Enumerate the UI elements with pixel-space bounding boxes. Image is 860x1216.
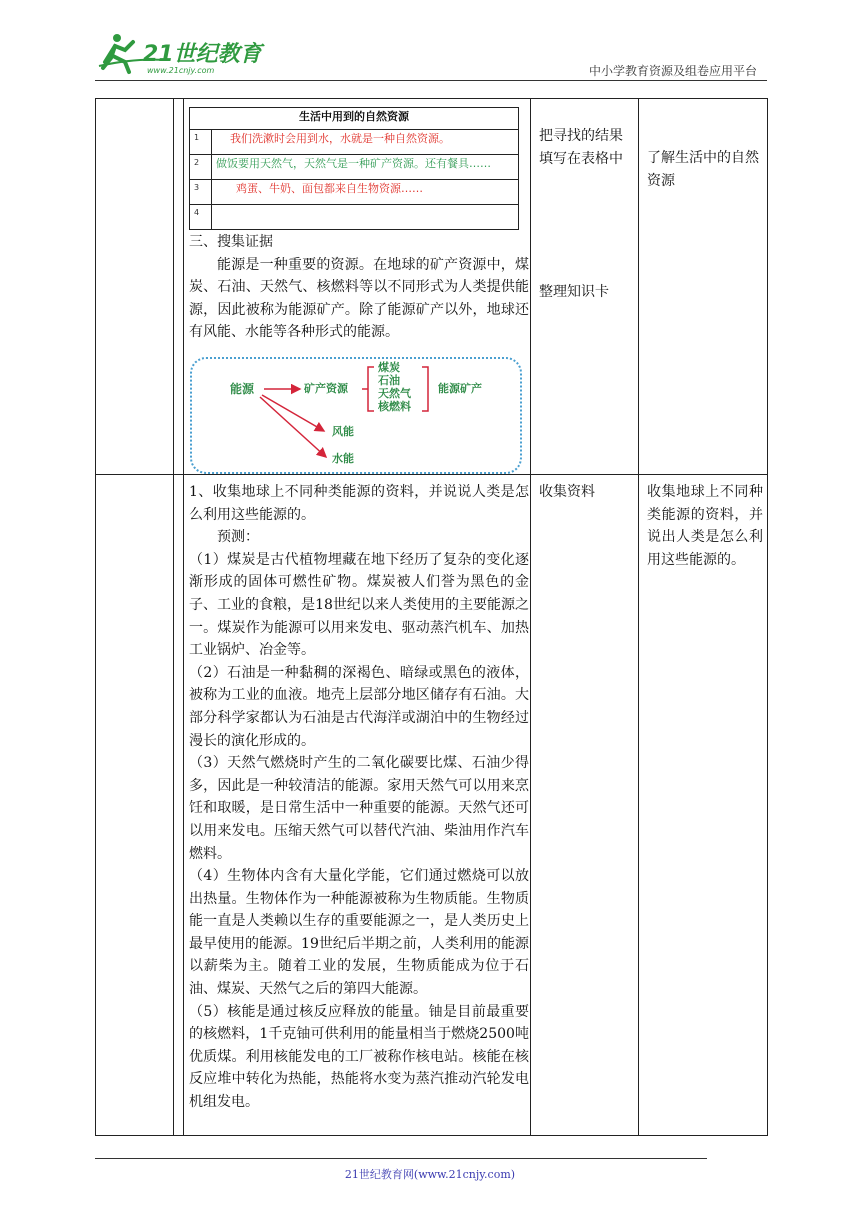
cell-design-intent <box>639 475 768 1136</box>
footer-text: 21世纪教育网(www.21cnjy.com) <box>344 1168 516 1181</box>
diagram-group-label: 能源矿产 <box>438 382 482 395</box>
resource-text: 鸡蛋、牛奶、面包都来自生物资源…… <box>212 180 519 205</box>
design-intent-text: 收集地球上不同种类能源的资料，并说出人类是怎么利用这些能源的。 <box>647 484 763 568</box>
logo-url: www.21cnjy.com <box>147 66 215 75</box>
student-activity-text: 整理知识卡 <box>539 284 609 300</box>
energy-paragraph: （2）石油是一种黏稠的深褐色、暗绿或黑色的液体，被称为工业的血液。地壳上层部分地区储存有石油。大部分科学家都认为石油是古代海洋或湖泊中的生物经过漫长的演化形成的。 <box>189 664 529 749</box>
diagram-root: 能源 <box>230 382 255 396</box>
task-text: 1、收集地球上不同种类能源的资料，并说说人类是怎么利用这些能源的。 <box>189 484 529 523</box>
student-activity-text: 收集资料 <box>539 484 595 500</box>
row-number: 3 <box>190 180 212 205</box>
table-row <box>96 475 768 1136</box>
diagram-item: 煤炭 <box>378 361 400 374</box>
resource-text: 做饭要用天然气，天然气是一种矿产资源。还有餐具…… <box>212 155 519 180</box>
diagram-mineral: 矿产资源 <box>304 382 348 395</box>
energy-paragraph: （4）生物体内含有大量化学能，它们通过燃烧可以放出热量。生物体作为一种能源被称为生物质能。生物质能一直是人类赖以生存的重要能源之一，是人类历史上最早使用的能源。19世纪后半期之前，人类利用的能源以薪柴为主。随着工业的发展，生物质能成为位于石油、煤炭、天然气之后的第四大能源。 <box>189 868 529 998</box>
cell-spacer <box>174 475 184 1136</box>
resource-text: 我们洗漱时会用到水，水就是一种自然资源。 <box>212 130 519 155</box>
table-row <box>190 130 519 155</box>
lesson-table <box>95 98 768 1136</box>
cell-spacer <box>174 99 184 475</box>
predict-label: 预测： <box>217 529 259 546</box>
student-activity-text: 把寻找的结果填写在表格中 <box>539 128 623 167</box>
design-intent-text: 了解生活中的自然资源 <box>647 150 759 189</box>
header-divider <box>95 80 767 81</box>
cell-teacher-activity <box>184 99 531 475</box>
table-row <box>190 205 519 230</box>
page-header <box>95 28 767 80</box>
resource-table <box>189 107 519 230</box>
row-number: 2 <box>190 155 212 180</box>
diagram-water: 水能 <box>332 452 354 465</box>
table-row <box>96 99 768 475</box>
diagram-item: 核燃料 <box>378 400 411 413</box>
energy-diagram <box>190 357 522 474</box>
section-paragraph: 能源是一种重要的资源。在地球的矿产资源中，煤炭、石油、天然气、核燃料等以不同形式为人类提供能源，因此被称为能源矿产。除了能源矿产以外，地球还有风能、水能等各种形式的能源。 <box>189 256 529 341</box>
footer-divider <box>95 1158 707 1159</box>
cell-student-activity <box>531 99 639 475</box>
diagram-item: 石油 <box>378 374 400 387</box>
table-row <box>190 180 519 205</box>
diagram-item: 天然气 <box>378 387 411 400</box>
resource-text <box>212 205 519 230</box>
section-collect-evidence <box>189 231 529 344</box>
row-number: 4 <box>190 205 212 230</box>
cell-stage <box>96 99 174 475</box>
energy-paragraph: （3）天然气燃烧时产生的二氧化碳要比煤、石油少得多，因此是一种较清洁的能源。家用天然气可以用来烹饪和取暖，是日常生活中一种重要的能源。天然气还可以用来发电。压缩天然气可以替代汽油、柴油用作汽车燃料。 <box>189 755 529 862</box>
section-collect-info <box>189 481 529 1114</box>
resource-table-title: 生活中用到的自然资源 <box>190 108 519 130</box>
energy-paragraph: （5）核能是通过核反应释放的能量。铀是目前最重要的核燃料，1千克铀可供利用的能量相当于燃烧2500吨优质煤。利用核能发电的工厂被称作核电站。核能在核反应堆中转化为热能，热能将水变为蒸汽推动汽轮发电机组发电。 <box>189 1003 529 1111</box>
diagram-arrows <box>192 359 524 476</box>
energy-paragraph: （1）煤炭是古代植物埋藏在地下经历了复杂的变化逐渐形成的固体可燃性矿物。煤炭被人们誉为黑色的金子、工业的食粮，是18世纪以来人类使用的主要能源之一。煤炭作为能源可以用来发电、驱动蒸汽机车、加热工业锅炉、冶金等。 <box>189 551 529 659</box>
cell-teacher-activity <box>184 475 531 1136</box>
diagram-wind: 风能 <box>332 425 354 438</box>
row-number: 1 <box>190 130 212 155</box>
cell-student-activity <box>531 475 639 1136</box>
cell-design-intent <box>639 99 768 475</box>
logo-text: 21世纪教育 <box>143 42 262 67</box>
logo-21cnjy <box>95 28 275 78</box>
table-row <box>190 155 519 180</box>
section-heading: 三、搜集证据 <box>189 234 273 250</box>
platform-name: 中小学教育资源及组卷应用平台 <box>588 64 757 78</box>
cell-stage <box>96 475 174 1136</box>
